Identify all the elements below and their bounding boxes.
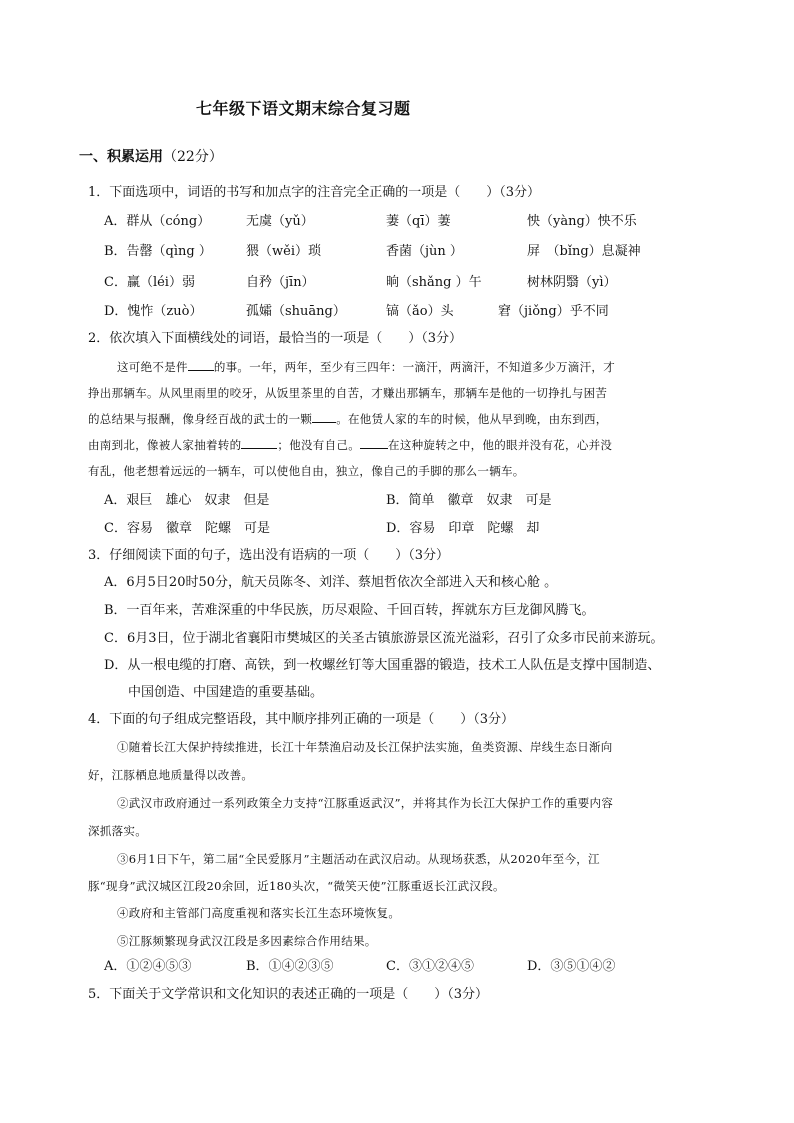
sentence-2-cont: 深抓落实。	[88, 824, 147, 838]
q1-option-a-2: 无虞（yǔ）	[246, 214, 314, 229]
sentence-3: ③6月1日下午，第二届“全民爱豚月”主题活动在武汉启动。从现场获悉，从2020年至今，江	[117, 852, 600, 866]
fill-blank	[188, 358, 214, 371]
passage-text: 的总结果与报酬，像身经百战的武士的一颗	[88, 412, 313, 426]
sentence-4: ④政府和主管部门高度重视和落实长江生态环境恢复。	[117, 906, 401, 920]
q1-option-c-4: 树林阴翳（yì）	[527, 275, 617, 290]
q2-option-b: B．简单 徽章 奴隶 可是	[386, 493, 552, 508]
q3-option-b: B．一百年来，苦难深重的中华民族，历尽艰险、千回百转，挥就东方巨龙御风腾飞。	[104, 603, 595, 618]
sentence-2: ②武汉市政府通过一系列政策全力支持“江豚重返武汉”，并将其作为长江大保护工作的重要内容	[117, 796, 614, 810]
page-title: 七年级下语文期末综合复习题	[196, 99, 411, 118]
question-1-stem: 1．下面选项中，词语的书写和加点字的注音完全正确的一项是（ ）（3分）	[88, 185, 541, 200]
q1-option-a-1: A．群从（cóng）	[104, 214, 211, 229]
passage-text: 在这种旋转之中，他的眼并没有花，心并没	[388, 438, 613, 452]
q2-option-c: C．容易 徽章 陀螺 可是	[104, 521, 270, 536]
q1-option-b-1: B．告罄（qìng ）	[104, 244, 212, 259]
passage-line	[117, 358, 615, 376]
passage-line: 挣出那辆车。从风里雨里的咬牙，从饭里茶里的自苦，才赚出那辆车，那辆车是他的一切挣扎与困苦	[88, 386, 608, 400]
question-5-stem: 5．下面关于文学常识和文化知识的表述正确的一项是（ ）（3分）	[88, 987, 489, 1002]
q1-option-c-3: 晌（shǎng ）午	[386, 275, 482, 290]
sentence-5: ⑤江豚频繁现身武汉江段是多因素综合作用结果。	[117, 934, 377, 948]
passage-text: ；他没有自己。	[277, 438, 361, 452]
q1-option-d-2: 孤孀（shuāng）	[246, 304, 346, 319]
section-title: 一、积累运用	[79, 149, 163, 165]
q3-option-d: D．从一根电缆的打磨、高铁，到一枚螺丝钉等大国重器的锻造，技术工人队伍是支撑中国制造、	[104, 658, 661, 673]
q1-option-b-4: 屏 （bǐng）息凝神	[527, 244, 641, 259]
section-heading	[79, 146, 223, 166]
q2-option-a: A．艰巨 雄心 奴隶 但是	[104, 493, 270, 508]
passage-line: 有乱，他老想着远远的一辆车，可以使他自由，独立，像自己的手脚的那么一辆车。	[88, 464, 525, 478]
q1-option-d-3: 镐（ǎo）头	[386, 304, 454, 319]
q1-option-a-4: 怏（yàng）怏不乐	[527, 214, 637, 229]
fill-blank	[312, 410, 336, 423]
question-2-stem: 2．依次填入下面横线处的词语，最恰当的一项是（ ）（3分）	[88, 331, 463, 346]
passage-text: 的事。一年，两年，至少有三四年：一滴汗，两滴汗，不知道多少万滴汗，才	[213, 360, 616, 374]
fill-blank	[241, 436, 277, 449]
q4-option-a: A．①②④⑤③	[104, 959, 192, 974]
question-4-stem: 4．下面的句子组成完整语段，其中顺序排列正确的一项是（ ）（3分）	[88, 712, 515, 727]
passage-text: 由南到北，像被人家抽着转的	[88, 438, 242, 452]
q1-option-a-3: 萋（qī）萋	[386, 214, 451, 229]
q4-option-b: B．①④②③⑤	[246, 959, 334, 974]
q1-option-c-1: C．赢（léi）弱	[104, 275, 195, 290]
sentence-1: ①随着长江大保护持续推进，长江十年禁渔启动及长江保护法实施，鱼类资源、岸线生态日渐向	[117, 740, 613, 754]
q3-option-c: C．6月3日，位于湖北省襄阳市樊城区的关圣古镇旅游景区流光溢彩，召引了众多市民前来游玩。	[104, 631, 664, 646]
q4-option-c: C．③①②④⑤	[386, 959, 474, 974]
q3-option-d-cont: 中国创造、中国建造的重要基础。	[128, 685, 324, 700]
q4-option-d: D．③⑤①④②	[527, 959, 616, 974]
q3-option-a: A．6月5日20时50分，航天员陈冬、刘洋、蔡旭哲依次全部进入天和核心舱 。	[104, 575, 558, 590]
question-3-stem: 3．仔细阅读下面的句子，选出没有语病的一项（ ）（3分）	[88, 548, 450, 563]
q2-option-d: D．容易 印章 陀螺 却	[386, 521, 540, 536]
q1-option-c-2: 自矜（jīn）	[246, 275, 315, 290]
q1-option-d-1: D．愧怍（zuò）	[104, 304, 203, 319]
section-score: （22分）	[163, 149, 223, 165]
passage-text: 这可绝不是件	[117, 360, 188, 374]
passage-line	[88, 410, 608, 428]
q1-option-b-3: 香菌（jùn ）	[386, 244, 463, 259]
passage-text: 。在他赁人家的车的时候，他从早到晚，由东到西，	[336, 412, 608, 426]
q1-option-d-4: 窘（jiǒng）乎不同	[498, 304, 609, 319]
sentence-3-cont: 豚“现身”武汉城区江段20余回，近180头次，“微笑天使”江豚重返长江武汉段。	[88, 879, 505, 893]
sentence-1-cont: 好，江豚栖息地质量得以改善。	[88, 768, 254, 782]
passage-line	[88, 436, 612, 454]
q1-option-b-2: 猥（wěi）琐	[246, 244, 321, 259]
fill-blank	[360, 436, 388, 449]
